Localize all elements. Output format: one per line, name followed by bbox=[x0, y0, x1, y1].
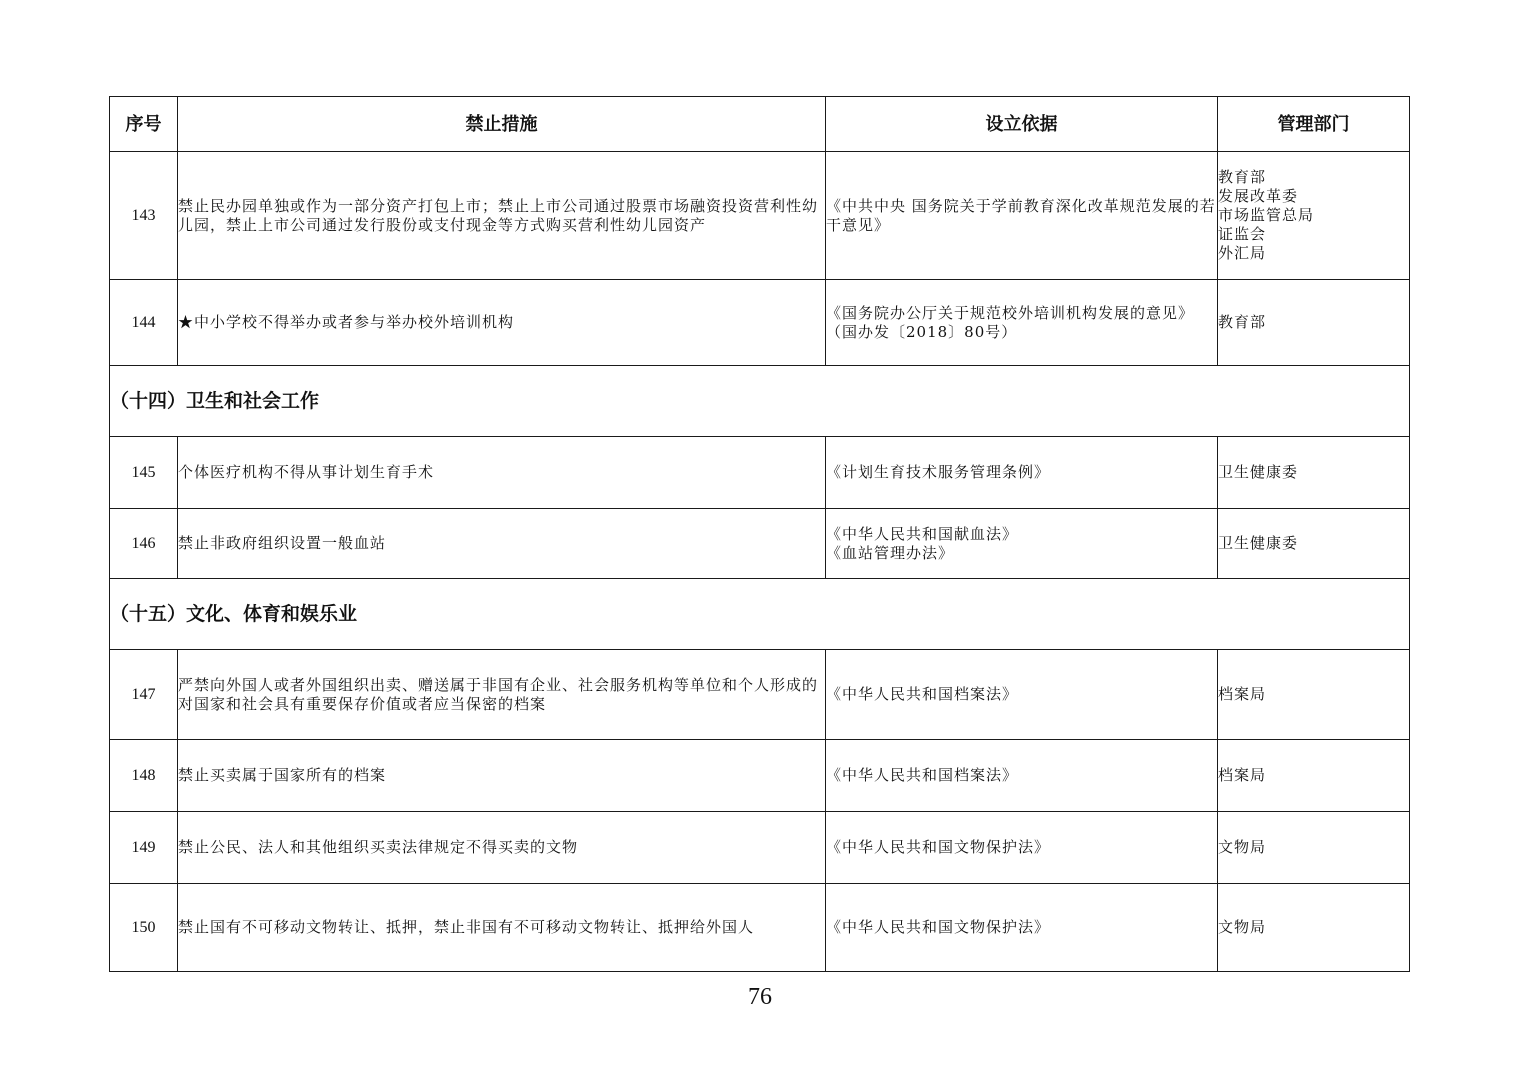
header-measure: 禁止措施 bbox=[178, 97, 826, 152]
section-row bbox=[110, 579, 1410, 650]
table-row bbox=[110, 280, 1410, 366]
header-department: 管理部门 bbox=[1218, 97, 1410, 152]
table-row bbox=[110, 812, 1410, 884]
row-measure: 禁止买卖属于国家所有的档案 bbox=[178, 740, 826, 812]
row-measure: 个体医疗机构不得从事计划生育手术 bbox=[178, 437, 826, 509]
row-number: 150 bbox=[110, 884, 178, 972]
row-basis: 《中华人民共和国献血法》 《血站管理办法》 bbox=[826, 509, 1218, 579]
row-number: 148 bbox=[110, 740, 178, 812]
row-department: 卫生健康委 bbox=[1218, 437, 1410, 509]
section-heading: （十五）文化、体育和娱乐业 bbox=[110, 579, 1410, 650]
page-number: 76 bbox=[748, 984, 772, 1010]
row-measure: ★中小学校不得举办或者参与举办校外培训机构 bbox=[178, 280, 826, 366]
row-basis: 《中华人民共和国档案法》 bbox=[826, 650, 1218, 740]
row-number: 143 bbox=[110, 152, 178, 280]
table-row bbox=[110, 650, 1410, 740]
table-row bbox=[110, 884, 1410, 972]
row-measure: 禁止非政府组织设置一般血站 bbox=[178, 509, 826, 579]
row-basis: 《国务院办公厅关于规范校外培训机构发展的意见》（国办发〔2018〕80号） bbox=[826, 280, 1218, 366]
row-measure: 严禁向外国人或者外国组织出卖、赠送属于非国有企业、社会服务机构等单位和个人形成的对国家和社会具有重要保存价值或者应当保密的档案 bbox=[178, 650, 826, 740]
header-number: 序号 bbox=[110, 97, 178, 152]
row-number: 145 bbox=[110, 437, 178, 509]
table-header-row bbox=[110, 97, 1410, 152]
prohibition-table bbox=[109, 96, 1410, 972]
row-number: 147 bbox=[110, 650, 178, 740]
header-basis: 设立依据 bbox=[826, 97, 1218, 152]
row-number: 149 bbox=[110, 812, 178, 884]
table-row bbox=[110, 152, 1410, 280]
row-department: 教育部 发展改革委 市场监管总局 证监会 外汇局 bbox=[1218, 152, 1410, 280]
row-department: 卫生健康委 bbox=[1218, 509, 1410, 579]
row-measure: 禁止国有不可移动文物转让、抵押，禁止非国有不可移动文物转让、抵押给外国人 bbox=[178, 884, 826, 972]
row-basis: 《计划生育技术服务管理条例》 bbox=[826, 437, 1218, 509]
row-department: 教育部 bbox=[1218, 280, 1410, 366]
row-basis: 《中共中央 国务院关于学前教育深化改革规范发展的若干意见》 bbox=[826, 152, 1218, 280]
row-department: 文物局 bbox=[1218, 884, 1410, 972]
section-heading: （十四）卫生和社会工作 bbox=[110, 366, 1410, 437]
row-basis: 《中华人民共和国文物保护法》 bbox=[826, 812, 1218, 884]
row-department: 文物局 bbox=[1218, 812, 1410, 884]
row-basis: 《中华人民共和国文物保护法》 bbox=[826, 884, 1218, 972]
section-row bbox=[110, 366, 1410, 437]
row-measure: 禁止公民、法人和其他组织买卖法律规定不得买卖的文物 bbox=[178, 812, 826, 884]
row-department: 档案局 bbox=[1218, 740, 1410, 812]
row-basis: 《中华人民共和国档案法》 bbox=[826, 740, 1218, 812]
table-row bbox=[110, 740, 1410, 812]
row-measure: 禁止民办园单独或作为一部分资产打包上市；禁止上市公司通过股票市场融资投资营利性幼儿园，禁止上市公司通过发行股份或支付现金等方式购买营利性幼儿园资产 bbox=[178, 152, 826, 280]
table-row bbox=[110, 509, 1410, 579]
table-row bbox=[110, 437, 1410, 509]
row-number: 144 bbox=[110, 280, 178, 366]
row-number: 146 bbox=[110, 509, 178, 579]
row-department: 档案局 bbox=[1218, 650, 1410, 740]
